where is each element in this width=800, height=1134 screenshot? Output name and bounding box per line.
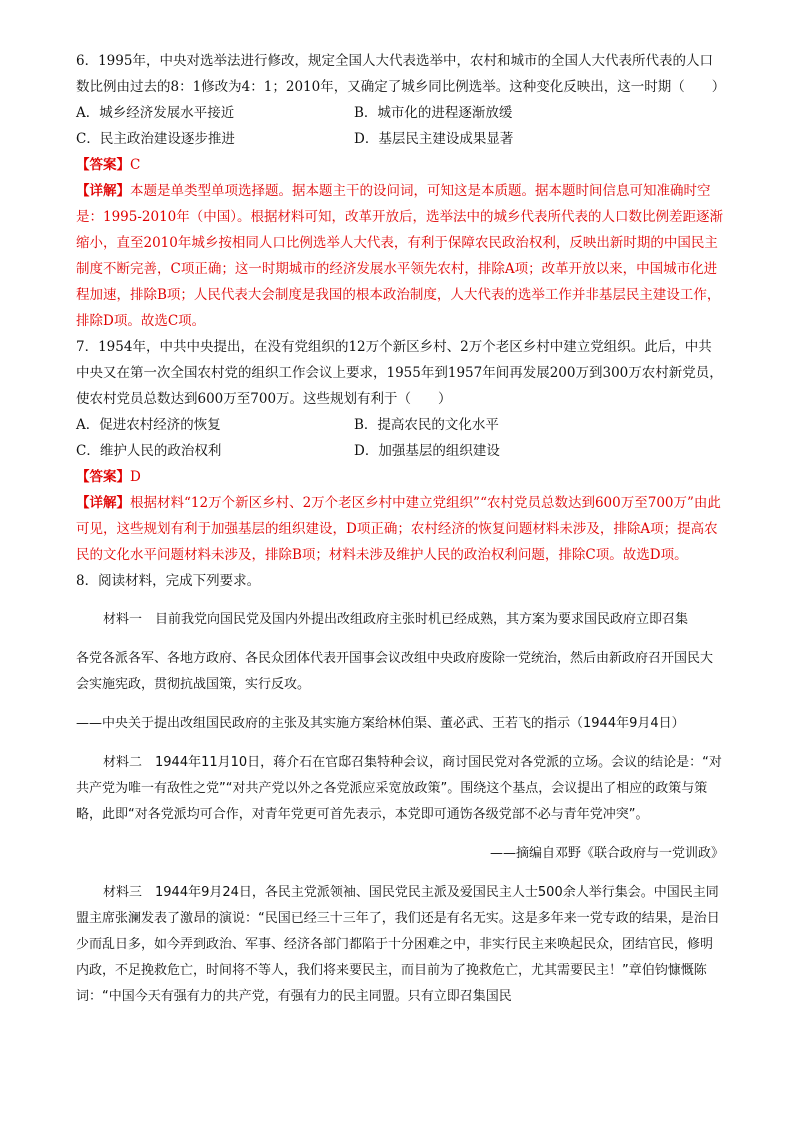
option-7b: B．提高农民的文化水平 bbox=[354, 417, 499, 433]
answer-label: 【答案】 bbox=[76, 157, 130, 173]
material-3: 材料三 1944年9月24日，各民主党派领袖、国民党民主派及爱国民主人士500余人举行集会。中国民主同盟主席张澜发表了激昂的演说：“民国已经三十三年了，我们还是有名无实。这是多年来一党专政的结果，是治日少而乱日多，如今弄到政治、军事、经济各部门都陷于十分困难之中，非实行民主来唤起民众，团结官民，修明内政，不足挽救危亡，时间将不等人，我们将来要民主，而目前为了挽救危亡，尤其需要民主！”章伯钧慷慨陈词：“中国今天有强有力的共产党，有强有力的民主同盟。只有立即召集国民 bbox=[76, 885, 720, 1004]
answer-6 bbox=[76, 152, 724, 178]
material-2: 材料二 1944年11月10日，蒋介石在官邸召集特种会议，商讨国民党对各党派的立场。会议的结论是：“对共产党为唯一有敌性之党”“对共产党以外之各党派应采宽放政策”。围绕这个基点，会议提出了相应的政策与策略，此即“对各党派均可合作，对青年党更可首先表示，本党即可通饬各级党部不必与青年党冲突”。 bbox=[76, 755, 722, 822]
question-7-stem: 7．1954年，中共中央提出，在没有党组织的12万个新区乡村、2万个老区乡村中建立党组织。此后，中共中央又在第一次全国农村党的组织工作会议上要求，1955年到1957年间再发展200万到300万农村新党员，使农村党员总数达到600万至700万。这些规划有利于（ ） bbox=[76, 339, 723, 407]
detail-7 bbox=[76, 490, 724, 568]
option-7a: A．促进农村经济的恢复 bbox=[76, 417, 221, 433]
option-7c: C．维护人民的政治权利 bbox=[76, 443, 222, 459]
detail-text: 根据材料“12万个新区乡村、2万个老区乡村中建立党组织”“农村党员总数达到600万至700万”由此可见，这些规划有利于加强基层的组织建设，D项正确；农村经济的恢复问题材料未涉及，排除A项；提高农民的文化水平问题材料未涉及，排除B项；材料未涉及维护人民的政治权利问题，排除C项。故选D项。 bbox=[76, 495, 721, 563]
question-6-stem: 6．1995年，中央对选举法进行修改，规定全国人大代表选举中，农村和城市的全国人大代表所代表的人口数比例由过去的8：1修改为4：1；2010年，又确定了城乡同比例选举。这种变化反映出，这一时期（ ） bbox=[76, 53, 726, 95]
option-6d: D．基层民主建设成果显著 bbox=[354, 131, 514, 147]
detail-text: 本题是单类型单项选择题。据本题主干的设问词，可知这是本质题。据本题时间信息可知准确时空是：1995-2010年（中国）。根据材料可知，改革开放后，选举法中的城乡代表所代表的人口数比例差距逐渐缩小，直至2010年城乡按相同人口比例选举人大代表，有利于保障农民政治权利，反映出新时期的中国民主制度不断完善，C项正确；这一时期城市的经济发展水平领先农村，排除A项；改革开放以来，中国城市化进程加速，排除B项；人民代表大会制度是我国的根本政治制度，人大代表的选举工作并非基层民主建设工作，排除D项。故选C项。 bbox=[76, 183, 724, 329]
detail-6 bbox=[76, 178, 724, 334]
detail-label: 【详解】 bbox=[76, 183, 130, 199]
material-1-body: 各党各派各军、各地方政府、各民众团体代表开国事会议改组中央政府废除一党统治，然后由新政府召开国民大会实施宪政，贯彻抗战国策，实行反攻。 bbox=[76, 651, 714, 692]
material-1-line1: 材料一 目前我党向国民党及国内外提出改组政府主张时机已经成熟，其方案为要求国民政府立即召集 bbox=[103, 612, 689, 627]
answer-7 bbox=[76, 464, 724, 490]
question-6-options bbox=[76, 100, 724, 152]
question-8-stem: 8．阅读材料，完成下列要求。 bbox=[76, 573, 261, 589]
option-6b: B．城市化的进程逐渐放缓 bbox=[354, 105, 513, 121]
document-page bbox=[76, 48, 724, 1023]
answer-value: C bbox=[130, 157, 141, 173]
question-7-options bbox=[76, 412, 724, 464]
answer-value: D bbox=[130, 469, 141, 485]
detail-label: 【详解】 bbox=[76, 495, 130, 511]
option-6a: A．城乡经济发展水平接近 bbox=[76, 105, 235, 121]
answer-label: 【答案】 bbox=[76, 469, 130, 485]
option-6c: C．民主政治建设逐步推进 bbox=[76, 131, 235, 147]
option-7d: D．加强基层的组织建设 bbox=[354, 443, 500, 459]
material-2-source: ——摘编自邓野《联合政府与一党训政》 bbox=[489, 846, 724, 861]
material-1-source: ——中央关于提出改组国民政府的主张及其实施方案给林伯渠、董必武、王若飞的指示（1944年9月4日） bbox=[76, 716, 685, 731]
